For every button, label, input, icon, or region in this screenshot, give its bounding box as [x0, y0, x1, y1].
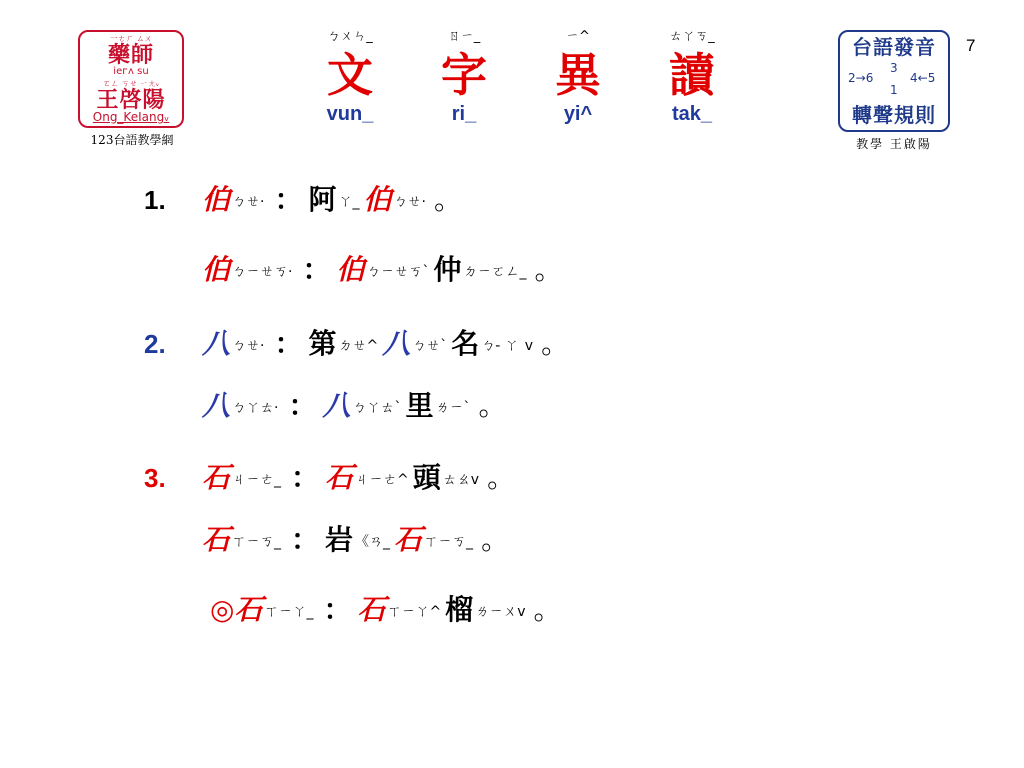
colon-separator: ：: [288, 389, 317, 422]
hanzi-char: 石: [202, 461, 231, 494]
logo-right-caption: 教學 王啟陽: [856, 137, 932, 151]
colon-separator: ：: [291, 523, 320, 556]
zhuyin-reading: ㄚ_: [338, 194, 360, 210]
logo-right-top: 台語發音: [852, 35, 936, 59]
hanzi-char: 阿: [308, 183, 337, 216]
zhuyin-reading: ㄉㄧㄛㄥ_: [463, 264, 527, 280]
zhuyin-reading: ㄅㄧㄝㄎ·: [232, 264, 293, 280]
hanzi-char: 八: [202, 389, 231, 422]
hanzi-char: 伯: [336, 253, 365, 286]
zhuyin-reading: 《ㄢ_: [355, 534, 391, 550]
colon-separator: ：: [291, 461, 320, 494]
diagram-label-b: 3: [890, 61, 898, 75]
zhuyin-reading: ㄅㄝ·: [393, 194, 426, 210]
logo-left-caption: 123台語教學網: [90, 133, 174, 147]
hanzi-char: 仲: [433, 253, 462, 286]
zhuyin-reading: ㄒㄧㄚ^: [387, 604, 442, 620]
zhuyin-reading: ㄊㄠv: [442, 472, 480, 488]
colon-separator: ：: [323, 593, 352, 626]
colon-separator: ：: [274, 327, 303, 360]
logo-left-name-roman: Ong_KeIangᵥ: [92, 110, 170, 124]
zhuyin-reading: ㄅㄧㄝㄎ`: [366, 264, 430, 280]
item-number-3: 3.: [144, 463, 166, 493]
hanzi-char: 八: [322, 389, 351, 422]
hanzi-char: 石: [394, 523, 423, 556]
title-char: 文: [327, 48, 373, 102]
title-roman: tak_: [671, 103, 713, 125]
title-col-3: [528, 26, 628, 126]
content-line-7: [210, 592, 562, 628]
zhuyin-reading: ㄌㄧㄨv: [475, 604, 526, 620]
hanzi-char: 第: [308, 327, 337, 360]
hanzi-char: 榴: [445, 593, 474, 626]
colon-separator: ：: [302, 253, 331, 286]
hanzi-char: 里: [405, 389, 434, 422]
zhuyin-reading: ㄅㄝ`: [412, 338, 448, 354]
zhuyin-reading: ㄒㄧㄎ_: [232, 534, 282, 550]
title-col-4: [642, 26, 742, 126]
colon-separator: ：: [274, 183, 303, 216]
title-col-2: [414, 26, 514, 126]
item-number-2: 2.: [144, 329, 166, 359]
zhuyin-reading: ㄒㄧㄎ_: [424, 534, 474, 550]
logo-left-bpmf2: ㄛㄥ ㄎㄝ ㄧㄤᵥ: [102, 79, 160, 88]
end-punctuation: 。: [541, 327, 570, 360]
hanzi-char: 頭: [412, 461, 441, 494]
title-roman: ri_: [451, 103, 477, 125]
end-punctuation: 。: [478, 389, 507, 422]
zhuyin-reading: ㄌㄧ`: [435, 400, 471, 416]
zhuyin-reading: ㄒㄧㄚ_: [264, 604, 314, 620]
logo-left-bpmf: 一ㄜㄏ ㄙㄨ: [109, 34, 153, 43]
content-line-4: [202, 388, 507, 424]
logo-left-name: 王啓陽: [96, 87, 166, 113]
title-roman: vun_: [326, 103, 374, 125]
hanzi-char: 伯: [202, 183, 231, 216]
zhuyin-reading: ㄅㄚㄊ`: [352, 400, 402, 416]
hanzi-char: 石: [325, 461, 354, 494]
end-punctuation: 。: [481, 523, 510, 556]
logo-right-bottom: 轉聲規則: [852, 103, 936, 127]
title-roman: yi^: [563, 103, 593, 125]
content-line-5: [202, 460, 515, 496]
hanzi-char: 石: [202, 523, 231, 556]
logo-left: [78, 30, 184, 128]
title-col-1: [300, 26, 400, 126]
title-bpmf: ㄧ^: [566, 29, 590, 44]
zhuyin-reading: ㄅㄝ·: [232, 194, 265, 210]
hanzi-char: 八: [202, 327, 231, 360]
zhuyin-reading: ㄐㄧㄜ_: [232, 472, 282, 488]
hanzi-char: 石: [234, 593, 263, 626]
hanzi-char: 伯: [202, 253, 231, 286]
title-bpmf: ㄅㄨㄣ_: [327, 29, 373, 44]
page-number: 7: [966, 36, 976, 55]
diagram-label-a: 2→6: [848, 71, 874, 85]
hanzi-char: 伯: [363, 183, 392, 216]
hanzi-char: ◎: [210, 593, 235, 626]
end-punctuation: 。: [534, 253, 563, 286]
zhuyin-reading: ㄅ- ㄚ: [481, 338, 519, 354]
title-char: 異: [555, 48, 601, 102]
title-char: 讀: [669, 48, 715, 102]
title-bpmf: ㄊㄚㄎ_: [669, 29, 715, 44]
item-number-1: 1.: [144, 185, 166, 215]
zhuyin-reading: ㄉㄝ^: [338, 338, 379, 354]
diagram-label-d: 1: [890, 83, 898, 97]
title-bpmf: ㄖㄧ_: [447, 29, 481, 44]
content-line-1: [202, 182, 462, 218]
end-punctuation: 。: [533, 593, 562, 626]
logo-left-roman: ieᴦʌ su: [113, 66, 149, 77]
content-line-3: [202, 326, 569, 362]
logo-right: [838, 30, 950, 132]
hanzi-char: 八: [382, 327, 411, 360]
hanzi-char: 石: [357, 593, 386, 626]
zhuyin-reading: ㄅㄝ·: [232, 338, 265, 354]
content-line-6: [202, 522, 509, 558]
zhuyin-reading: ㄐㄧㄜ^: [355, 472, 409, 488]
title-char: 字: [441, 48, 487, 102]
logo-right-diagram: [840, 59, 948, 103]
hanzi-char: 名: [451, 327, 480, 360]
zhuyin-reading: ㄅㄚㄊ·: [232, 400, 279, 416]
end-punctuation: 。: [487, 461, 516, 494]
logo-left-title: 藥師: [107, 42, 154, 68]
diagram-label-c: 4←5: [910, 71, 936, 85]
content-line-2: [202, 252, 563, 288]
zhuyin-reading: v: [524, 338, 534, 354]
hanzi-char: 岩: [325, 523, 354, 556]
end-punctuation: 。: [433, 183, 462, 216]
